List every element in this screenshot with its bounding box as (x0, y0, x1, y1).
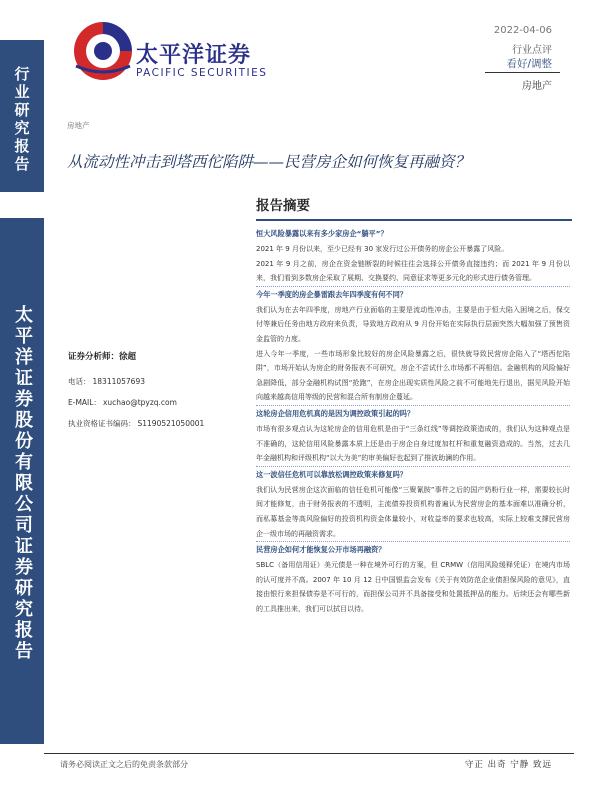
pacific-logo-icon (68, 16, 138, 86)
sidebar-report-category: 行业研究报告 (12, 66, 31, 174)
cert-value: S1190521050001 (137, 419, 205, 428)
section-question: 恒大风险暴露以来有多少家房企“躺平”？ (256, 229, 388, 238)
phone-label: 电话： (68, 377, 91, 386)
report-type: 行业点评 (512, 45, 552, 56)
section-paragraph: 2021 年 9 月份以来，至少已经有 30 家发行过公开债务的房企公开暴露了风险。 (256, 245, 509, 253)
analyst-name: 徐超 (119, 352, 137, 362)
breadcrumb: 房地产 (67, 121, 90, 130)
report-date: 2022-04-06 (493, 25, 552, 36)
sidebar-company-label: 太平洋证券股份有限公司证券研究报告 (12, 305, 33, 662)
email-line (68, 397, 253, 408)
email-label: E-MAIL： (68, 398, 101, 407)
summary-content (256, 226, 570, 616)
company-logo (68, 16, 278, 86)
section-question: 今年一季度的房企暴雷跟去年四季度有何不同？ (256, 289, 407, 299)
section-question: 民营房企如何才能恢复公开市场再融资？ (256, 545, 386, 555)
section-question: 这轮房企信用危机真的是因为调控政策引起的吗？ (256, 408, 415, 418)
section-divider (256, 405, 570, 406)
phone-value: 18311057693 (92, 377, 145, 386)
sidebar (0, 0, 44, 792)
section-divider (256, 466, 570, 467)
email-link[interactable]: xuchao@tpyzq.com (102, 398, 177, 407)
logo-chinese-name: 太平洋证券 (136, 43, 252, 68)
analyst-info (68, 350, 253, 439)
section-divider (256, 541, 570, 542)
header-divider (485, 72, 560, 73)
section-paragraph: 2021 年 9 月之前，房企在资金链断裂的时候往往会选择公开债务直接违约；而 2021 年 9 月份以来，我们看到多数房企采取了展期、交换要约、同意征求等更多元化的形式进行债务管理。 (256, 259, 570, 283)
section-paragraph: 我们认为民营房企这次面临的信任危机可能像“三聚氰胺”事件之后的国产奶粉行业一样，需要较长时间才能修复，由于财务报表的不透明，主流债券投资机构普遍认为民营房企的基本面难以准确分析，而私募基金等高风险偏好的投资机构资金体量较小，对收益率的要求也较高，实际上较难支撑民营房企一级市场的再融资需求。 (256, 485, 570, 538)
section-paragraph: 市场有很多观点认为这轮房企的信用危机是由于“三条红线”等调控政策造成的，我们认为这种观点是不准确的，这轮信用风险暴露本质上还是由于房企自身过度加杠杆和重复融资造成的。当然，过去几年金融机构和评级机构“以大为美”的审美偏好也起到了推波助澜的作用。 (256, 424, 570, 463)
footer-motto: 守正 出奇 宁静 致远 (464, 760, 552, 770)
footer-divider (44, 753, 574, 754)
report-title: 从流动性冲击到塔西佗陷阱——民营房企如何恢复再融资？ (67, 153, 471, 171)
cert-line (68, 418, 253, 429)
section-paragraph: 我们认为在去年四季度，房地产行业面临的主要是流动性冲击，主要是由于恒大陷入困境之后，保交付等兼后任务由地方政府来负责，导致地方政府从 9 月份开始在实际执行层面突然大幅加强了预售资金监管的力度。 (256, 305, 570, 343)
section-paragraph: 进入今年一季度，一些市场形象比较好的房企风险暴露之后，很快就导致民营房企陷入了“塔西佗陷阱”，市场开始认为房企的财务报表不可研究，房企不尝试什么市场都不再相信。金融机构的风险偏好急剧降低，部分金融机构试图“抢跑”，在房企出现实质性风险之前不可能地先行退出，据见风险开始向越来越高信用等级的民营和混合所有制房企蔓延。 (256, 349, 570, 402)
section-divider (256, 286, 570, 287)
section-paragraph: SBLC（备用信用证）美元债是一种在境外可行的方案，但 CRMW（信用风险缓释凭证）在境内市场的认可度并不高。2007 年 10 月 12 日中国银监会发布《关于有效防范企业债担保风险的意见》，直接由银行来担保债券是不可行的，而担保公司并不具备接受和处置抵押品的能力。后续还会有哪些新的工具推出来，我们可以拭目以待。 (256, 561, 570, 613)
summary-divider (256, 219, 572, 221)
industry-label: 房地产 (522, 81, 552, 92)
cert-label: 执业资格证书编码： (68, 419, 136, 428)
footer-disclaimer: 请务必阅读正文之后的免责条款部分 (60, 760, 188, 769)
summary-heading: 报告摘要 (256, 198, 310, 214)
analyst-label: 证券分析师： (68, 352, 120, 362)
industry-rating: 看好/调整 (506, 58, 552, 70)
analyst-line (68, 350, 253, 362)
logo-english-name: PACIFIC SECURITIES (136, 67, 268, 79)
phone-line (68, 376, 253, 387)
section-question: 这一波信任危机可以靠放松调控政策来修复吗？ (256, 469, 407, 479)
